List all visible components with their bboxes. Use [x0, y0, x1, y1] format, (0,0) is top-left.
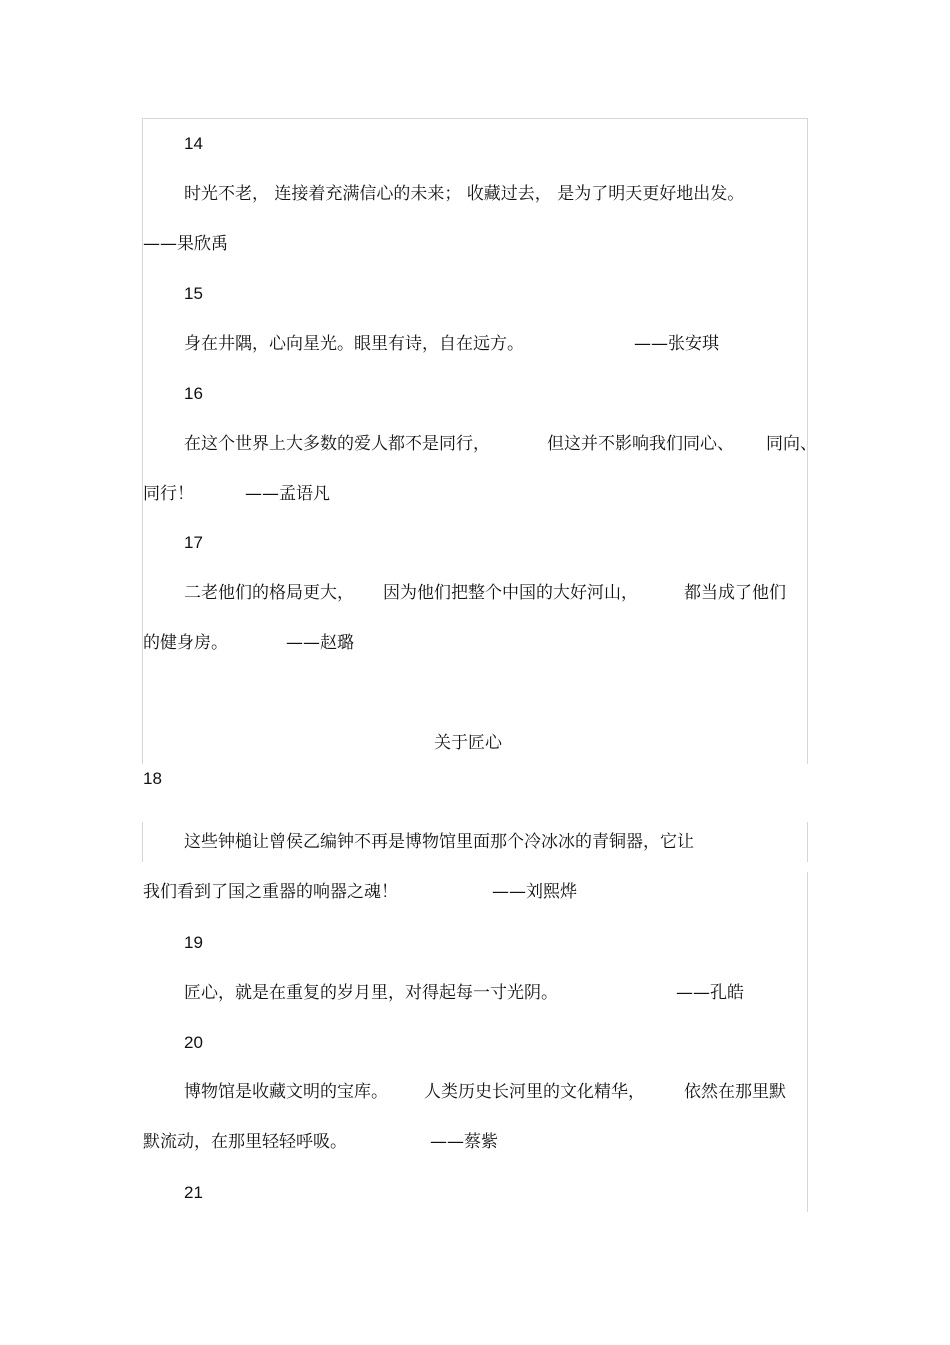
quote-author: ——赵璐: [286, 633, 354, 653]
quote-text: 同向、: [766, 434, 817, 454]
quote-number: 19: [184, 933, 203, 952]
frame-top-border: [142, 118, 808, 119]
quote-number: 16: [184, 384, 203, 403]
quote-text: 我们看到了国之重器的响器之魂！: [143, 882, 398, 902]
quote-author: ——孔皓: [676, 983, 744, 1003]
quote-text: 身在井隅，心向星光。眼里有诗，自在远方。: [184, 334, 524, 354]
quote-text: 同行！: [143, 484, 194, 504]
quote-author: ——蔡紫: [430, 1132, 498, 1152]
quote-author: ——果欣禹: [143, 234, 228, 254]
quote-text: 匠心，就是在重复的岁月里，对得起每一寸光阴。: [184, 983, 558, 1003]
quote-text: 博物馆是收藏文明的宝库。: [184, 1082, 388, 1102]
quote-number: 21: [184, 1183, 203, 1202]
quote-text: 在这个世界上大多数的爱人都不是同行，: [184, 434, 490, 454]
quote-text: 人类历史长河里的文化精华，: [424, 1082, 645, 1102]
quote-text: 的健身房。: [143, 633, 228, 653]
quote-author: ——张安琪: [634, 334, 719, 354]
section-title: 关于匠心: [434, 733, 502, 753]
frame-right-border: [807, 822, 808, 862]
quote-text: 依然在那里默: [684, 1082, 786, 1102]
frame-left-border: [142, 822, 143, 862]
quote-text: 时光不老， 连接着充满信心的未来； 收藏过去， 是为了明天更好地出发。: [184, 184, 745, 204]
quote-number: 20: [184, 1033, 203, 1052]
quote-text: 这些钟槌让曾侯乙编钟不再是博物馆里面那个冷冰冰的青铜器，它让: [184, 832, 694, 852]
quote-number: 14: [184, 134, 203, 153]
quote-text: 都当成了他们: [684, 583, 786, 603]
quote-text: 但这并不影响我们同心、: [547, 434, 734, 454]
quote-number: 15: [184, 284, 203, 303]
quote-text: 二老他们的格局更大，: [184, 583, 354, 603]
frame-left-border: [142, 118, 143, 764]
quote-number: 17: [184, 533, 203, 552]
quote-number: 18: [143, 769, 162, 788]
quote-text: 默流动，在那里轻轻呼吸。: [143, 1132, 347, 1152]
frame-right-border: [807, 872, 808, 1212]
quote-author: ——刘熙烨: [492, 882, 577, 902]
quote-author: ——孟语凡: [245, 484, 330, 504]
quote-text: 因为他们把整个中国的大好河山，: [383, 583, 638, 603]
